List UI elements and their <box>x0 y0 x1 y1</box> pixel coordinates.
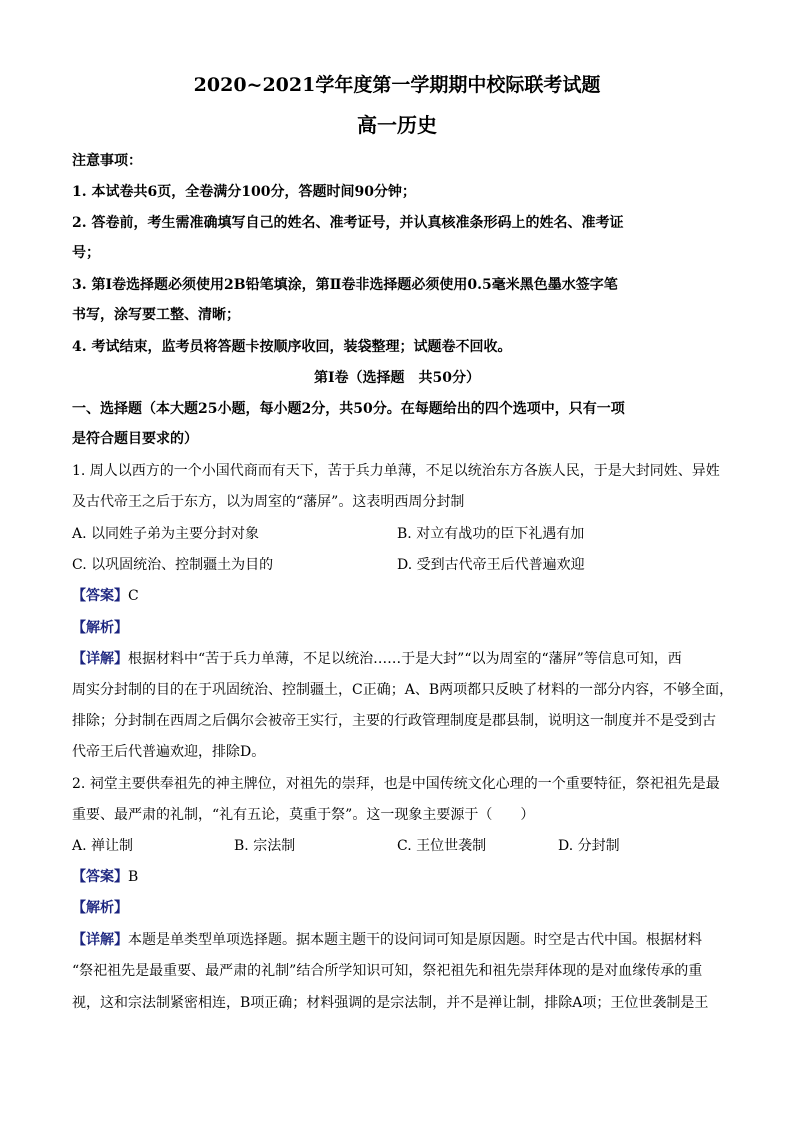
part-heading: 是符合题目要求的） <box>72 431 198 447</box>
q1-detail: 周实分封制的目的在于巩固统治、控制疆土，C正确；A、B两项都只反映了材料的一部分内容，不够全面， <box>72 682 734 698</box>
exam-title: 2020~2021学年度第一学期期中校际联考试题 <box>193 74 601 96</box>
q1-detail: 排除；分封制在西周之后偶尔会被帝王实行，主要的行政管理制度是郡县制，说明这一制度并不是受到古 <box>72 713 716 729</box>
q1-option-b: B. 对立有战功的臣下礼遇有加 <box>397 526 585 542</box>
q1-stem: 及古代帝王之后于东方，以为周室的“藩屏”。这表明西周分封制 <box>72 494 465 510</box>
q2-detail: 视，这和宗法制紧密相连，B项正确；材料强调的是宗法制，并不是禅让制，排除A项；王位世袭制是王 <box>72 995 709 1011</box>
q2-stem: 2. 祠堂主要供奉祖先的神主牌位，对祖先的崇拜，也是中国传统文化心理的一个重要特征，祭祀祖先是最 <box>72 776 720 792</box>
answer-value: C <box>128 588 139 604</box>
detail-tag: 【详解】 <box>72 651 128 667</box>
q2-option-b: B. 宗法制 <box>234 838 296 854</box>
answer-value: B <box>128 869 139 885</box>
q2-answer <box>72 867 722 887</box>
q2-detail: “祭祀祖先是最重要、最严肃的礼制”结合所学知识可知，祭祀祖先和祖先崇拜体现的是对血缘传承的重 <box>72 963 703 979</box>
detail-text: 本题是单类型单项选择题。据本题主题干的设问词可知是原因题。时空是古代中国。根据材料 <box>128 932 702 948</box>
q1-answer <box>72 586 722 606</box>
analysis-tag: 【解析】 <box>72 900 128 916</box>
notes-heading: 注意事项： <box>72 153 142 169</box>
q2-option-a: A. 禅让制 <box>72 838 134 854</box>
section-title: 第Ⅰ卷（选择题 共50分） <box>313 370 481 386</box>
notes-item: 2. 答卷前，考生需准确填写自己的姓名、准考证号，并认真核准条形码上的姓名、准考证 <box>72 215 624 231</box>
analysis-tag: 【解析】 <box>72 620 128 636</box>
notes-item: 3. 第Ⅰ卷选择题必须使用2B铅笔填涂，第Ⅱ卷非选择题必须使用0.5毫米黑色墨水签字笔 <box>72 277 618 293</box>
q1-detail: 代帝王后代普遍欢迎，排除D。 <box>72 744 266 760</box>
q1-option-c: C. 以巩固统治、控制疆土为目的 <box>72 557 274 573</box>
notes-item: 4. 考试结束，监考员将答题卡按顺序收回，装袋整理；试题卷不回收。 <box>72 339 512 355</box>
notes-item: 1. 本试卷共6页，全卷满分100分，答题时间90分钟； <box>72 184 416 200</box>
notes-item: 号； <box>72 245 100 261</box>
q1-detail <box>72 649 722 669</box>
detail-text: 根据材料中“苦于兵力单薄，不足以统治……于是大封”“以为周室的“藩屏”等信息可知，西 <box>128 651 682 667</box>
notes-item: 书写，涂写要工整、清晰； <box>72 307 240 323</box>
q1-option-d: D. 受到古代帝王后代普遍欢迎 <box>397 557 585 573</box>
answer-tag: 【答案】 <box>72 869 128 885</box>
answer-tag: 【答案】 <box>72 588 128 604</box>
q2-option-d: D. 分封制 <box>558 838 620 854</box>
q2-stem: 重要、最严肃的礼制，“礼有五论，莫重于祭”。这一现象主要源于（ ） <box>72 807 535 823</box>
q1-option-a: A. 以同姓子弟为主要分封对象 <box>72 526 260 542</box>
q2-analysis <box>72 898 722 918</box>
q2-detail <box>72 930 722 950</box>
part-heading: 一、选择题（本大题25小题，每小题2分，共50分。在每题给出的四个选项中，只有一项 <box>72 401 625 417</box>
detail-tag: 【详解】 <box>72 932 128 948</box>
exam-subtitle: 高一历史 <box>357 113 437 137</box>
q2-option-c: C. 王位世袭制 <box>397 838 487 854</box>
q1-stem: 1. 周人以西方的一个小国代商而有天下，苦于兵力单薄，不足以统治东方各族人民，于是大封同姓、异姓 <box>72 463 720 479</box>
q1-analysis <box>72 618 722 638</box>
